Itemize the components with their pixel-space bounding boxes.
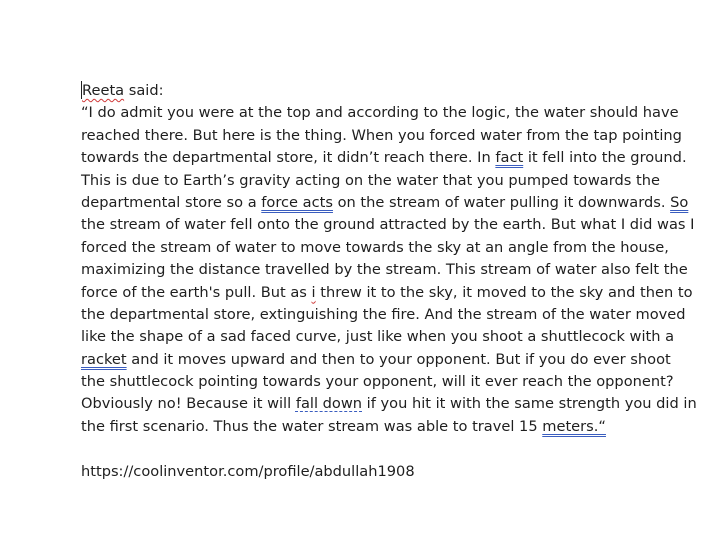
text-run: if you hit it with the same strength you did in	[362, 395, 697, 413]
text-run: the departmental store, extinguishing the fire. And the stream of the water moved	[81, 305, 686, 323]
grammar-flag: force acts	[261, 193, 333, 211]
paragraph-line	[81, 416, 651, 438]
text-run: on the stream of water pulling it downwards.	[332, 193, 671, 211]
paragraph-line	[81, 102, 679, 124]
speaker-suffix: said:	[124, 82, 164, 99]
text-run: forced the stream of water to move towards the sky at an angle from the house,	[81, 238, 669, 256]
grammar-flag: racket	[81, 350, 127, 368]
text-run: it fell into the ground.	[523, 149, 687, 167]
paragraph-line	[81, 237, 669, 259]
paragraph-line	[81, 125, 682, 147]
text-run: force of the earth's pull. But as	[81, 283, 312, 301]
text-run: Obviously no! Because it will	[81, 395, 296, 413]
text-run: the shuttlecock pointing towards your opponent, will it ever reach the opponent?	[81, 373, 674, 391]
text-run: This is due to Earth’s gravity acting on the water that you pumped towards the	[81, 171, 660, 189]
profile-url[interactable]: https://coolinventor.com/profile/abdullah1908	[81, 462, 415, 480]
text-run: “I do admit you were at the top and according to the logic, the water should have	[81, 104, 679, 122]
speaker-name: Reeta	[82, 82, 125, 99]
grammar-flag: fall down	[295, 395, 363, 413]
paragraph-line	[81, 259, 688, 281]
text-run: like the shape of a sad faced curve, just like when you shoot a shuttlecock with a	[81, 328, 675, 346]
text-run: the first scenario. Thus the water stream was able to travel 15	[81, 417, 543, 435]
grammar-flag: meters.“	[542, 417, 606, 435]
text-run: reached there. But here is the thing. When you forced water from the tap pointing	[81, 126, 682, 144]
paragraph-line	[81, 393, 697, 415]
text-run: towards the departmental store, it didn’t reach there. In	[81, 149, 496, 167]
paragraph-line	[81, 147, 687, 169]
paragraph-line	[81, 192, 689, 214]
speaker-line	[81, 80, 651, 102]
paragraph-line	[81, 170, 660, 192]
paragraph-line	[81, 326, 675, 348]
paragraph-line	[81, 349, 671, 371]
text-run: the stream of water fell onto the ground attracted by the earth. But what I did was I	[81, 216, 695, 234]
blank-line	[81, 438, 651, 460]
paragraph-line	[81, 304, 686, 326]
paragraph-line	[81, 371, 674, 393]
paragraph-line	[81, 214, 695, 236]
text-run: threw it to the sky, it moved to the sky and then to	[315, 283, 693, 301]
grammar-flag: fact	[495, 149, 524, 167]
grammar-flag: So	[670, 193, 689, 211]
quote-paragraph	[81, 102, 697, 438]
text-run: maximizing the distance travelled by the stream. This stream of water also felt the	[81, 261, 688, 279]
document-body[interactable]	[81, 80, 697, 483]
spelling-flag: i	[311, 283, 316, 301]
text-run: and it moves upward and then to your opponent. But if you do ever shoot	[126, 350, 671, 368]
text-run: departmental store so a	[81, 193, 262, 211]
paragraph-line	[81, 282, 693, 304]
